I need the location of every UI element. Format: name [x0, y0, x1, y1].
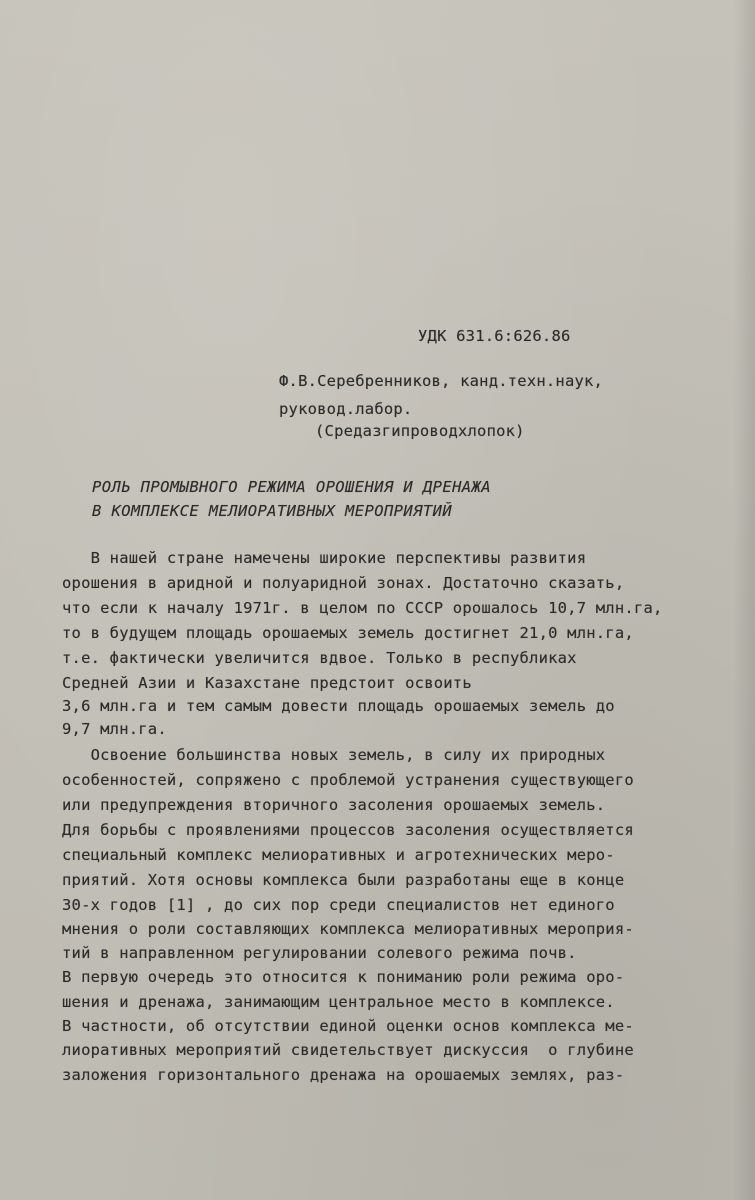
body-line: орошения в аридной и полуаридной зонах. Достаточно сказать,	[62, 574, 625, 592]
body-line: заложения горизонтального дренажа на орошаемых землях, раз-	[62, 1066, 625, 1084]
author-name-degree: Ф.В.Серебренников, канд.техн.наук,	[279, 372, 604, 390]
body-line: тий в направленном регулировании солевого режима почв.	[62, 944, 577, 962]
body-line: т.е. фактически увеличится вдвое. Только в республиках	[62, 649, 577, 667]
page-edge-shadow	[733, 0, 755, 1200]
body-line: В частности, об отсутствии единой оценки основ комплекса ме-	[62, 1017, 634, 1035]
body-line: 3,6 млн.га и тем самым довести площадь орошаемых земель до	[62, 697, 615, 715]
body-line: особенностей, сопряжено с проблемой устранения существующего	[62, 771, 634, 789]
body-line: шения и дренажа, занимающим центральное место в комплексе.	[62, 993, 615, 1011]
udc-code: УДК 631.6:626.86	[418, 327, 571, 345]
article-title-line-1: РОЛЬ ПРОМЫВНОГО РЕЖИМА ОРОШЕНИЯ И ДРЕНАЖА	[92, 478, 492, 496]
body-line: мнения о роли составляющих комплекса мелиоративных мероприя-	[62, 920, 634, 938]
body-line: или предупреждения вторичного засоления орошаемых земель.	[62, 796, 606, 814]
body-line: В нашей стране намечены широкие перспективы развития	[62, 549, 587, 567]
author-position: руковод.лабор.	[279, 400, 413, 418]
body-line: 30-х годов [1] , до сих пор среди специалистов нет единого	[62, 896, 615, 914]
article-title-line-2: В КОМПЛЕКСЕ МЕЛИОРАТИВНЫХ МЕРОПРИЯТИЙ	[92, 502, 453, 520]
body-line: В первую очередь это относится к пониманию роли режима оро-	[62, 968, 625, 986]
body-line: что если к началу 1971г. в целом по СССР орошалось 10,7 млн.га,	[62, 599, 663, 617]
body-line: лиоративных мероприятий свидетельствует дискуссия о глубине	[62, 1041, 634, 1059]
body-line: Средней Азии и Казахстане предстоит освоить	[62, 674, 472, 692]
author-organization: (Средазгипроводхлопок)	[315, 422, 525, 440]
body-line: то в будущем площадь орошаемых земель достигнет 21,0 млн.га,	[62, 624, 634, 642]
body-line: 9,7 млн.га.	[62, 720, 167, 738]
body-line: приятий. Хотя основы комплекса были разработаны еще в конце	[62, 871, 625, 889]
body-line: специальный комплекс мелиоративных и агротехнических меро-	[62, 846, 615, 864]
body-line: Для борьбы с проявлениями процессов засоления осуществляется	[62, 821, 634, 839]
body-line: Освоение большинства новых земель, в силу их природных	[62, 746, 606, 764]
